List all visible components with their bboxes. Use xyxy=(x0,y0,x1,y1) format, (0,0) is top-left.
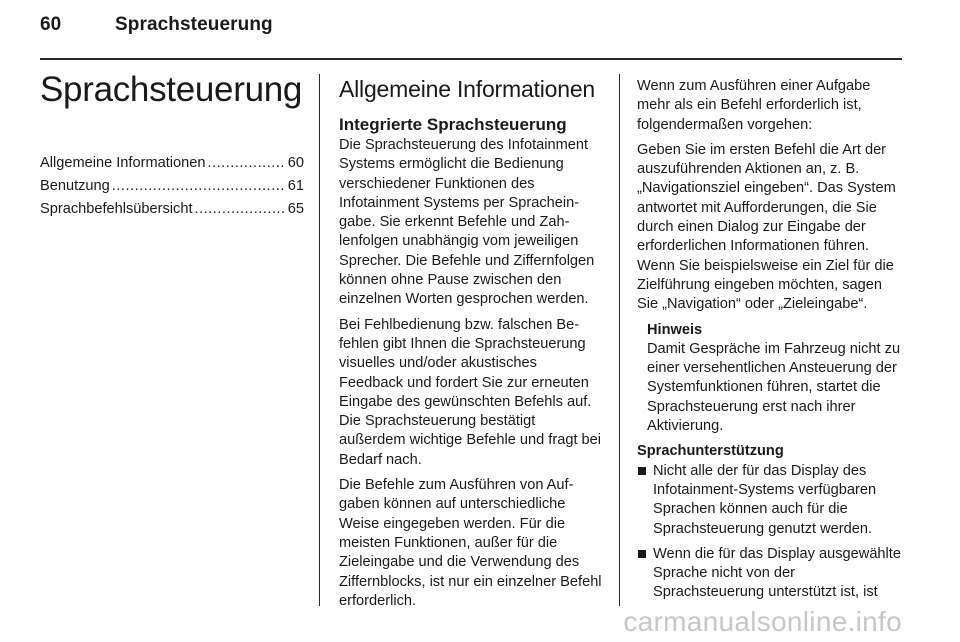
note-box xyxy=(637,321,903,437)
paragraph: Geben Sie im ersten Befehl die Art der auszuführenden Aktionen an, z. B. „Navigationsziel eingeben“. Das System antwortet mit Aufforderungen, die Sie durch einen Dialog zur Eingabe der erforderlichen Informationen führen. Wenn Sie beispielsweise ein Ziel für die Zielführung eingeben möchten, sagen Sie „Navigation“ oder „Zieleingabe“. xyxy=(637,141,896,313)
bullet-list xyxy=(637,462,903,603)
paragraph: Bei Fehlbedienung bzw. falschen Befehlen gibt Ihnen die Sprachsteuerung visuelles und/oder akustisches Feedback und fordert Sie zur erneuten Eingabe des gewünschten Befehls auf. Die Sprachsteuerung bestätigt außerdem wichtige Befehle und fragt bei Bedarf nach. xyxy=(339,316,602,468)
toc-leader xyxy=(112,175,286,198)
toc-leader xyxy=(208,152,286,175)
watermark: carmanualsonline.info xyxy=(623,606,902,637)
page-header xyxy=(40,14,273,36)
paragraph: Die Sprachsteuerung des Infotainment Systems ermöglicht die Bedienung verschiedener Funktionen des Infotainment Systems per Spracheingabe. Sie erkennt Befehle und Zahlenfolgen unabhängig vom jeweiligen Sprecher. Die Befehle und Ziffernfolgen können ohne Pause zwischen den einzelnen Worten gesprochen werden. xyxy=(339,137,595,308)
chapter-title: Sprachsteuerung xyxy=(40,70,303,109)
section-title: Allgemeine Informationen xyxy=(339,76,596,102)
list-item xyxy=(637,462,903,539)
toc-entry-page: 65 xyxy=(287,201,304,217)
paragraph: Die Befehle zum Ausführen von Aufgaben können auf unterschiedliche Weise eingegeben werden. Für die meisten Funktionen, außer für die Zieleingabe und die Verwendung des Ziffernblocks, ist nur ein einzelner Befehl erforderlich. xyxy=(339,477,602,609)
square-bullet-icon xyxy=(638,550,646,558)
column-divider-1 xyxy=(319,74,320,606)
note-text: Damit Gespräche im Fahrzeug nicht zu einer versehentlichen Ansteuerung der Systemfunktionen führen, startet die Sprachsteuerung erst nach ihrer Aktivierung. xyxy=(647,340,901,435)
page-number: 60 xyxy=(40,14,62,35)
toc-entry[interactable] xyxy=(40,175,304,198)
toc-entry[interactable] xyxy=(40,198,304,221)
table-of-contents xyxy=(40,152,304,221)
toc-entry-label: Benutzung xyxy=(40,178,110,194)
square-bullet-icon xyxy=(638,467,646,475)
toc-leader xyxy=(195,198,286,221)
toc-entry[interactable] xyxy=(40,152,304,175)
toc-entry-label: Sprachbefehlsübersicht xyxy=(40,201,193,217)
note-title: Hinweis xyxy=(647,321,703,338)
support-label: Sprachunterstützung xyxy=(637,443,784,460)
right-column-body xyxy=(637,77,903,609)
toc-entry-page: 60 xyxy=(287,155,304,171)
header-rule xyxy=(40,58,902,60)
toc-entry-page: 61 xyxy=(287,178,304,194)
list-item xyxy=(637,545,903,603)
section-body xyxy=(339,136,603,617)
subsection-title: Integrierte Sprachsteuerung xyxy=(339,115,567,134)
running-title: Sprachsteuerung xyxy=(115,14,273,35)
toc-entry-label: Allgemeine Informationen xyxy=(40,155,206,171)
column-divider-2 xyxy=(619,74,620,606)
paragraph: Wenn zum Ausführen einer Aufgabe mehr als ein Befehl erforderlich ist, folgendermaßen vorgehen: xyxy=(637,78,871,133)
list-item-text: Nicht alle der für das Display des Infotainment-Systems verfügbaren Sprachen können auch für die Sprachsteuerung genutzt werden. xyxy=(653,462,877,537)
list-item-text: Wenn die für das Display ausgewählte Sprache nicht von der Sprachsteuerung unterstützt ist, ist xyxy=(653,545,901,601)
